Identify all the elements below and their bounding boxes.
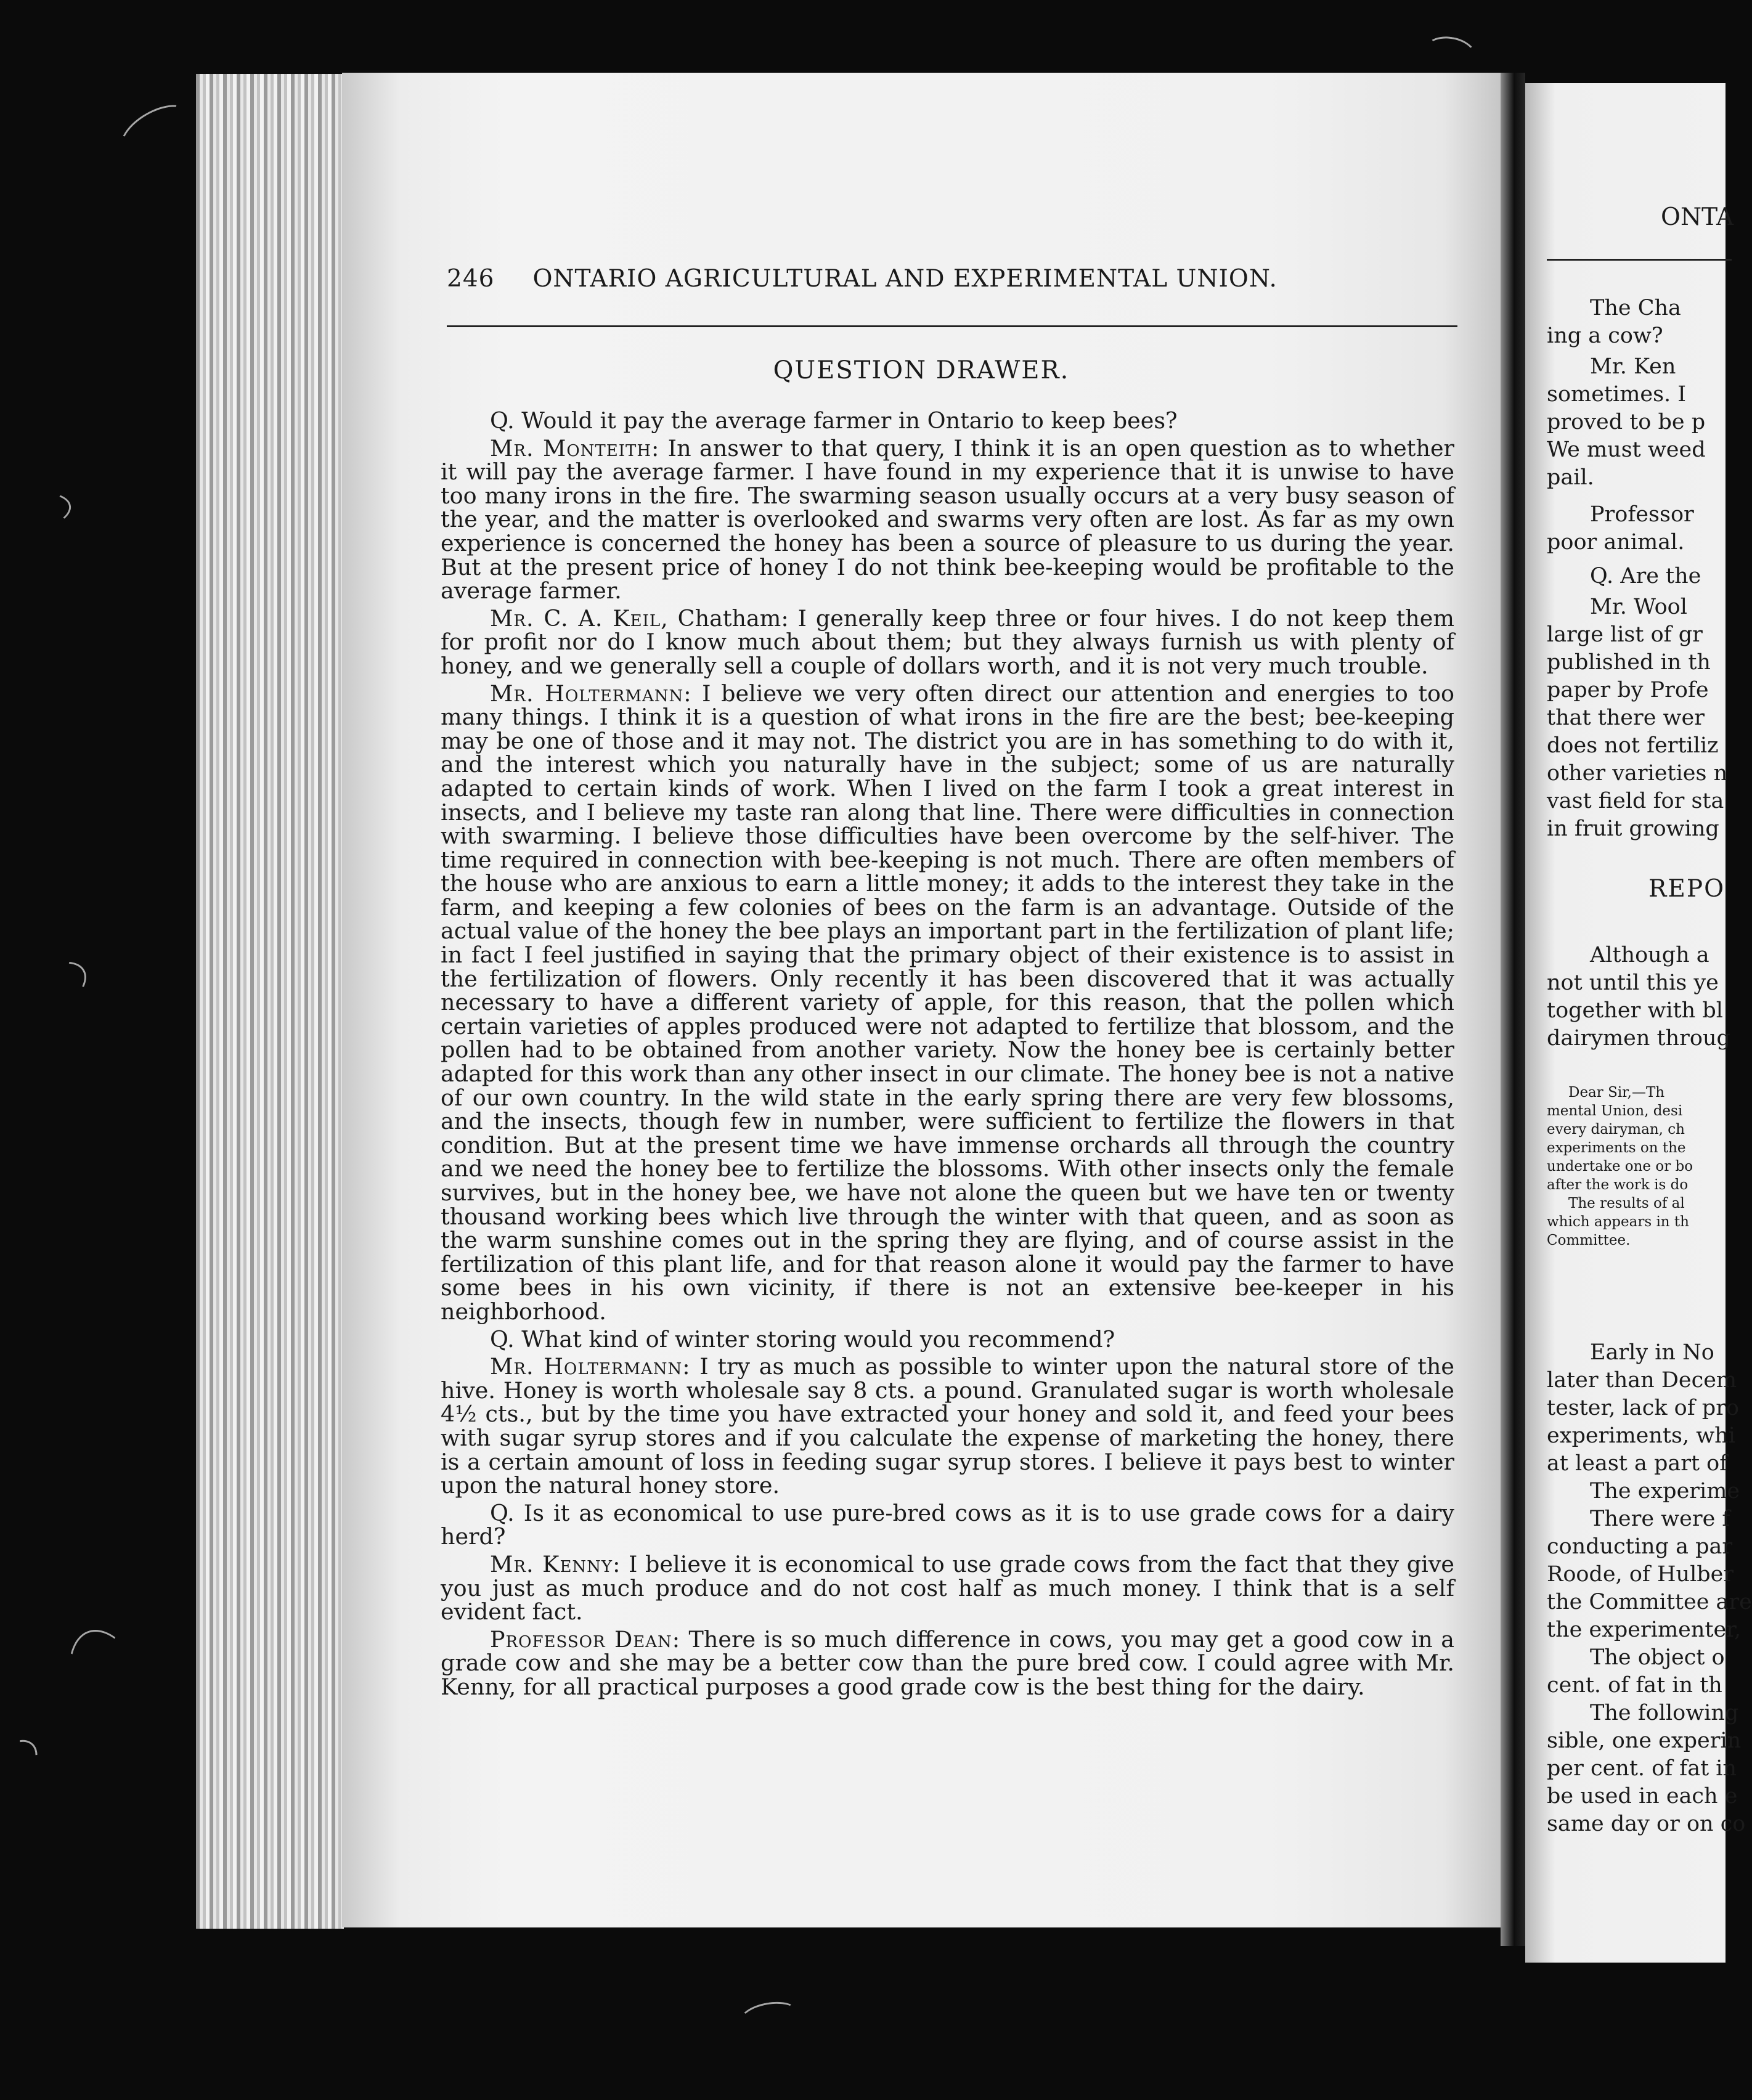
speaker-paragraph [441, 1628, 1454, 1699]
right-page-line: ing a cow? [1547, 324, 1663, 348]
right-page-line: The Cha [1590, 296, 1681, 320]
right-page-line: in fruit growing [1547, 816, 1719, 841]
right-page-line: not until this ye [1547, 971, 1719, 995]
right-page-line: cent. of fat in th [1547, 1673, 1722, 1698]
right-page-line: together with bl [1547, 998, 1723, 1023]
header-rule [447, 325, 1457, 327]
right-page-line: Although a [1590, 943, 1709, 967]
right-page-line: that there wer [1547, 706, 1705, 730]
right-page-line: Q. Are the [1590, 564, 1701, 588]
dust-fiber [0, 950, 96, 1032]
right-page-line: experiments on the [1547, 1140, 1686, 1156]
question-paragraph [441, 1325, 1454, 1353]
right-page-line: per cent. of fat in [1547, 1756, 1737, 1781]
dust-fiber [51, 1618, 174, 1781]
dust-fiber [0, 486, 75, 541]
right-page-line: Professor [1590, 502, 1694, 527]
right-page-line: tester, lack of pro [1547, 1396, 1740, 1420]
running-header [447, 265, 1433, 296]
paragraph-text: I try as much as possible to winter upon the natural store of the hive. Honey is worth wholesale say 8 cts. a pound. Granulated sugar is worth wholesale 4½ cts., but by the time you have extracted your honey and sold it, and feed your bees with sugar syrup stores and if you calculate the expense of marketing the honey, there is a certain amount of loss in feeding sugar syrup stores. I believe it pays best to winter upon the natural honey store. [441, 1353, 1454, 1499]
right-page-line: REPO [1648, 875, 1726, 903]
speaker-paragraph [441, 434, 1455, 604]
right-page-line: Dear Sir,—Th [1568, 1085, 1665, 1101]
right-page-line: sometimes. I [1547, 382, 1687, 407]
right-page-line: poor animal. [1547, 530, 1685, 555]
speaker-name: Mr. Holtermann: [490, 680, 692, 707]
question-paragraph [441, 409, 1454, 433]
right-page-line: paper by Profe [1547, 678, 1709, 702]
right-page-line: Early in No [1590, 1340, 1714, 1365]
page-number: 246 [447, 265, 495, 293]
right-page-line: Mr. Ken [1590, 354, 1676, 379]
paragraph-text: Q. Would it pay the average farmer in Ontario to keep bees? [490, 407, 1178, 434]
section-title: QUESTION DRAWER. [773, 356, 1070, 385]
right-page-line: The following [1590, 1701, 1739, 1725]
paragraph-text: I believe we very often direct our attention and energies to too many things. I think it is a question of what irons in the fire are the best; bee-keeping may be one of those and it may not. The district you are in has something to do with it, and the interest which you naturally have in the subject; some of us are naturally adapted to certain kinds of work. When I lived on the farm I took a great interest in insects, and I believe my taste ran along that line. There were difficulties in connection with swarming. I believe those difficulties have been overcome by the self-hiver. The time required in connection with bee-keeping is not much. There are often members of the house who are anxious to earn a little money; it adds to the interest they take in the farm, and keeping a few colonies of bees on the farm is an advantage. Outside of the actual value of the honey the bee plays an important part in the fertilization of plant life; in fact I feel justified in saying that the primary object of their existence is to assist in the fertilization of flowers. Only recently it has been discovered that it was actually necessary to have a different variety of apple, for this reason, that the pollen which certain varieties of apples produced were not adapted to fertilize that blossom, and the pollen had to be obtained from another variety. Now the honey bee is certainly better adapted for this work than any other insect in our climate. The honey bee is not a native of our own country. In the wild state in the early spring there are very few blossoms, and the insects, though few in number, were sufficient to fertilize the flowers in that condition. But at the present time we have immense orchards all through the country and we need the honey bee to fertilize the blossoms. With other insects only the female survives, but in the honey bee, we have not alone the queen but we have ten or twenty thousand working bees which live through the winter with that queen, and as soon as the warm sunshine comes out in the spring they are flying, and of course assist in the fertilization of this plant life, and for that reason alone it would pay the farmer to have some bees in his own vicinity, if there is not an extensive bee-keeper in his neighborhood. [441, 680, 1455, 1325]
book-gutter [1501, 73, 1525, 1946]
right-page-line: published in th [1547, 650, 1711, 675]
right-page-line: undertake one or bo [1547, 1158, 1693, 1174]
right-page-line: The experime [1590, 1479, 1740, 1504]
paragraph-text: In answer to that query, I think it is an open question as to whether it will pay the average farmer. I have found in my experience that it is unwise to have too many irons in the fire. The swarming season usually occurs at a very busy season of the year, and the matter is overlooked and swarms very often are lost. As far as my own experience is concerned the honey has been a source of pleasure to us during the year. But at the present price of honey I do not think bee-keeping would be profitable to the average farmer. [441, 434, 1455, 604]
question-drawer-body [441, 405, 1454, 1699]
right-page-line: The results of al [1568, 1195, 1685, 1211]
dust-fiber [0, 1732, 46, 1790]
right-page-line: mental Union, desi [1547, 1103, 1683, 1119]
question-paragraph [441, 1499, 1454, 1550]
page-stack-edge [196, 74, 344, 1929]
right-header-rule [1547, 259, 1732, 261]
speaker-paragraph [441, 682, 1454, 1324]
right-page-line: the Committee are [1547, 1590, 1752, 1614]
right-page-line: dairymen throug [1547, 1026, 1730, 1051]
paragraph-text: I believe it is economical to use grade cows from the fact that they give you just as much produce and do not cost half as much money. I think that is a self evident fact. [441, 1550, 1454, 1626]
right-page-line: proved to be p [1547, 410, 1706, 434]
paragraph-text: Q. What kind of winter storing would you recommend? [490, 1325, 1115, 1353]
right-page-line: after the work is do [1547, 1177, 1689, 1193]
right-page-line: large list of gr [1547, 622, 1703, 647]
right-page-line: be used in each e [1547, 1784, 1738, 1809]
left-page [342, 73, 1501, 1927]
right-page-line: does not fertiliz [1547, 733, 1719, 758]
right-page-line: experiments, whi [1547, 1423, 1735, 1448]
paragraph-text: There is so much difference in cows, you may get a good cow in a grade cow and she may be a better cow than the pure bred cow. I could agree with Mr. Kenny, for all practical purposes a good grade cow is the best thing for the dairy. [441, 1626, 1454, 1700]
speaker-name: Mr. Kenny: [490, 1550, 621, 1577]
right-page-line: The object o [1590, 1645, 1725, 1670]
right-page-line: every dairyman, ch [1547, 1121, 1685, 1138]
right-page-line: other varieties n [1547, 761, 1728, 786]
dust-fiber [112, 94, 200, 168]
paragraph-text: Chatham: I generally keep three or four hives. I do not keep them for profit nor do I know much about them; but they always furnish us with plenty of honey, and we generally sell a couple of dollars worth, and it is not very much trouble. [441, 604, 1455, 679]
speaker-paragraph [441, 604, 1455, 679]
right-page-line: There were f [1590, 1507, 1730, 1531]
right-page-line: Roode, of Hulber [1547, 1562, 1734, 1587]
dust-fiber [1421, 33, 1479, 76]
speaker-name: Mr. Holtermann: [490, 1353, 691, 1380]
speaker-paragraph [441, 1550, 1454, 1626]
right-page-line: Mr. Wool [1590, 595, 1687, 619]
right-page-line: vast field for sta [1547, 789, 1724, 813]
right-page-line: same day or on co [1547, 1812, 1746, 1836]
speaker-name: Mr. C. A. Keil, [490, 604, 669, 632]
right-page-line: sible, one experin [1547, 1728, 1742, 1753]
right-page-line: at least a part of [1547, 1451, 1728, 1476]
speaker-name: Mr. Monteith: [490, 434, 660, 462]
dust-fiber [738, 1998, 801, 2036]
right-page-line: conducting a par [1547, 1534, 1733, 1559]
right-page-line: Committee. [1547, 1232, 1631, 1248]
running-head-title: ONTARIO AGRICULTURAL AND EXPERIMENTAL UNION. [532, 265, 1277, 293]
right-page-line: the experimenter, [1547, 1618, 1742, 1642]
right-page-line: which appears in th [1547, 1214, 1689, 1230]
speaker-paragraph [441, 1355, 1454, 1498]
paragraph-text: Q. Is it as economical to use pure-bred cows as it is to use grade cows for a dairy herd? [441, 1499, 1454, 1550]
right-page-line: ONTA [1661, 203, 1734, 231]
right-page-line: We must weed [1547, 437, 1706, 462]
speaker-name: Professor Dean: [490, 1626, 681, 1653]
right-page-line: pail. [1547, 465, 1594, 490]
right-page-fragment [1525, 83, 1752, 1963]
right-page-line: later than Decem [1547, 1368, 1737, 1393]
